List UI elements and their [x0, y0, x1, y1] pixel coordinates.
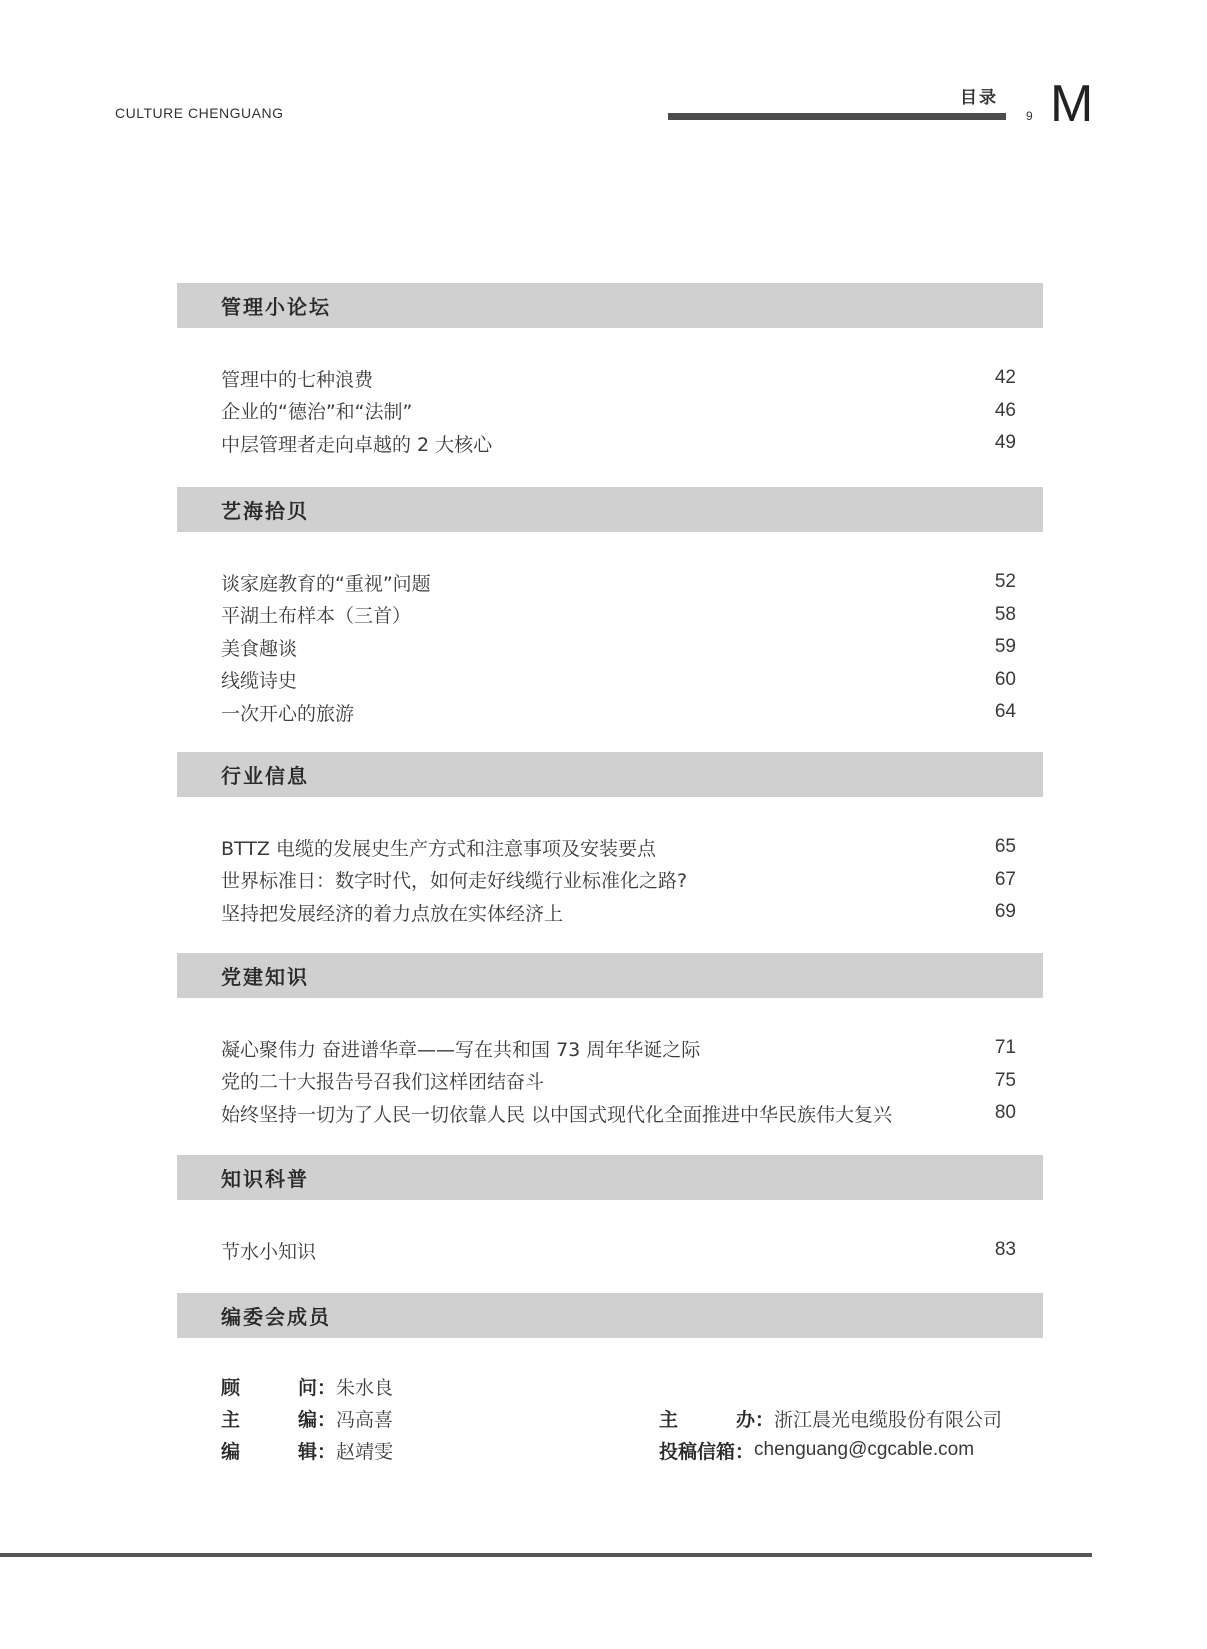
toc-entry[interactable]: [177, 664, 1043, 697]
toc-entry-page: 59: [994, 636, 1016, 658]
section-editorial-board: [177, 1293, 1043, 1338]
section-header: [177, 487, 1043, 532]
toc-entry-page: 65: [994, 836, 1016, 858]
toc-entry-page: 58: [994, 603, 1016, 625]
section-industry-info: [177, 752, 1043, 929]
toc-entry-page: 46: [994, 399, 1016, 421]
section-header: [177, 283, 1043, 328]
toc-entry[interactable]: [177, 599, 1043, 632]
section-title: 艺海拾贝: [221, 499, 309, 523]
credit-editor: 编 辑 ： 赵靖雯: [221, 1434, 393, 1466]
section-art-shells: [177, 487, 1043, 729]
toc-entry-title: 管理中的七种浪费: [221, 368, 374, 391]
page-title: 目录: [960, 88, 998, 108]
toc-entry-title: 中层管理者走向卓越的 2 大核心: [221, 433, 493, 456]
toc-entry[interactable]: [177, 631, 1043, 664]
section-letter: M: [1050, 75, 1094, 133]
header-divider: [668, 113, 1006, 120]
credit-chief-editor: 主 编 ： 冯高喜: [221, 1402, 393, 1434]
credit-label: 主 编: [221, 1408, 317, 1431]
toc-entry-title: BTTZ 电缆的发展史生产方式和注意事项及安装要点: [221, 837, 656, 860]
credit-email: 投稿信箱 ： chenguang@cgcable.com: [659, 1434, 974, 1466]
toc-entry-page: 52: [994, 571, 1016, 593]
toc-entry[interactable]: [177, 896, 1043, 929]
credit-adviser: 顾 问 ： 朱水良: [221, 1370, 393, 1402]
footer-divider: [0, 1553, 1092, 1557]
section-header: [177, 752, 1043, 797]
toc-entry[interactable]: [177, 1234, 1043, 1267]
credit-label: 投稿信箱: [659, 1440, 736, 1463]
section-management-forum: [177, 283, 1043, 460]
toc-entry-title: 美食趣谈: [221, 637, 298, 660]
section-title: 编委会成员: [221, 1305, 331, 1329]
toc-entry-page: 64: [994, 701, 1016, 723]
toc-entry[interactable]: [177, 566, 1043, 599]
section-header: [177, 953, 1043, 998]
credit-value: 赵靖雯: [336, 1440, 394, 1463]
toc-entry-page: 75: [994, 1069, 1016, 1091]
toc-entry-page: 60: [994, 668, 1016, 690]
toc-entry[interactable]: [177, 831, 1043, 864]
toc-entry[interactable]: [177, 864, 1043, 897]
toc-entry[interactable]: [177, 362, 1043, 395]
toc-entry[interactable]: [177, 427, 1043, 460]
toc-entry[interactable]: [177, 1065, 1043, 1098]
credit-host: 主 办 ： 浙江晨光电缆股份有限公司: [659, 1402, 1002, 1434]
toc-entry[interactable]: [177, 696, 1043, 729]
credit-value: 冯高喜: [336, 1408, 394, 1431]
toc-entry[interactable]: [177, 1097, 1043, 1130]
toc-entry-title: 谈家庭教育的“重视”问题: [221, 572, 431, 595]
section-title: 行业信息: [221, 764, 309, 788]
toc-entry-title: 坚持把发展经济的着力点放在实体经济上: [221, 902, 564, 925]
credit-value: 浙江晨光电缆股份有限公司: [774, 1408, 1003, 1431]
toc-entry-page: 71: [994, 1037, 1016, 1059]
toc-entry-title: 企业的“德治”和“法制”: [221, 401, 413, 424]
credit-label: 顾 问: [221, 1376, 317, 1399]
section-party-building: [177, 953, 1043, 1130]
credit-value: 朱水良: [336, 1376, 394, 1399]
toc-entry-title: 凝心聚伟力 奋进谱华章——写在共和国 73 周年华诞之际: [221, 1038, 701, 1061]
toc-entry-title: 节水小知识: [221, 1240, 317, 1263]
section-title: 知识科普: [221, 1167, 309, 1191]
magazine-name: CULTURE CHENGUANG: [115, 105, 284, 121]
toc-entry-title: 世界标准日：数字时代，如何走好线缆行业标准化之路?: [221, 870, 688, 893]
toc-entry-page: 83: [994, 1239, 1016, 1261]
toc-entry-title: 始终坚持一切为了人民一切依靠人民 以中国式现代化全面推进中华民族伟大复兴: [221, 1103, 893, 1126]
toc-entry-page: 49: [994, 432, 1016, 454]
toc-entry-page: 67: [994, 868, 1016, 890]
section-title: 党建知识: [221, 965, 309, 989]
toc-entry[interactable]: [177, 395, 1043, 428]
email-link[interactable]: chenguang@cgcable.com: [754, 1439, 975, 1460]
toc-entry-page: 42: [994, 367, 1016, 389]
toc-entry-title: 平湖土布样本（三首）: [221, 605, 412, 628]
toc-entry-page: 69: [994, 901, 1016, 923]
toc-entry[interactable]: [177, 1032, 1043, 1065]
toc-entry-title: 一次开心的旅游: [221, 702, 355, 725]
page-number: 9: [1026, 109, 1033, 123]
section-title: 管理小论坛: [221, 295, 331, 319]
toc-entry-page: 80: [994, 1102, 1016, 1124]
toc-entry-title: 党的二十大报告号召我们这样团结奋斗: [221, 1071, 545, 1094]
toc-entry-title: 线缆诗史: [221, 670, 298, 693]
section-header: [177, 1155, 1043, 1200]
section-header: [177, 1293, 1043, 1338]
section-science-knowledge: [177, 1155, 1043, 1267]
credit-label: 主 办: [659, 1408, 755, 1431]
credit-label: 编 辑: [221, 1440, 317, 1463]
